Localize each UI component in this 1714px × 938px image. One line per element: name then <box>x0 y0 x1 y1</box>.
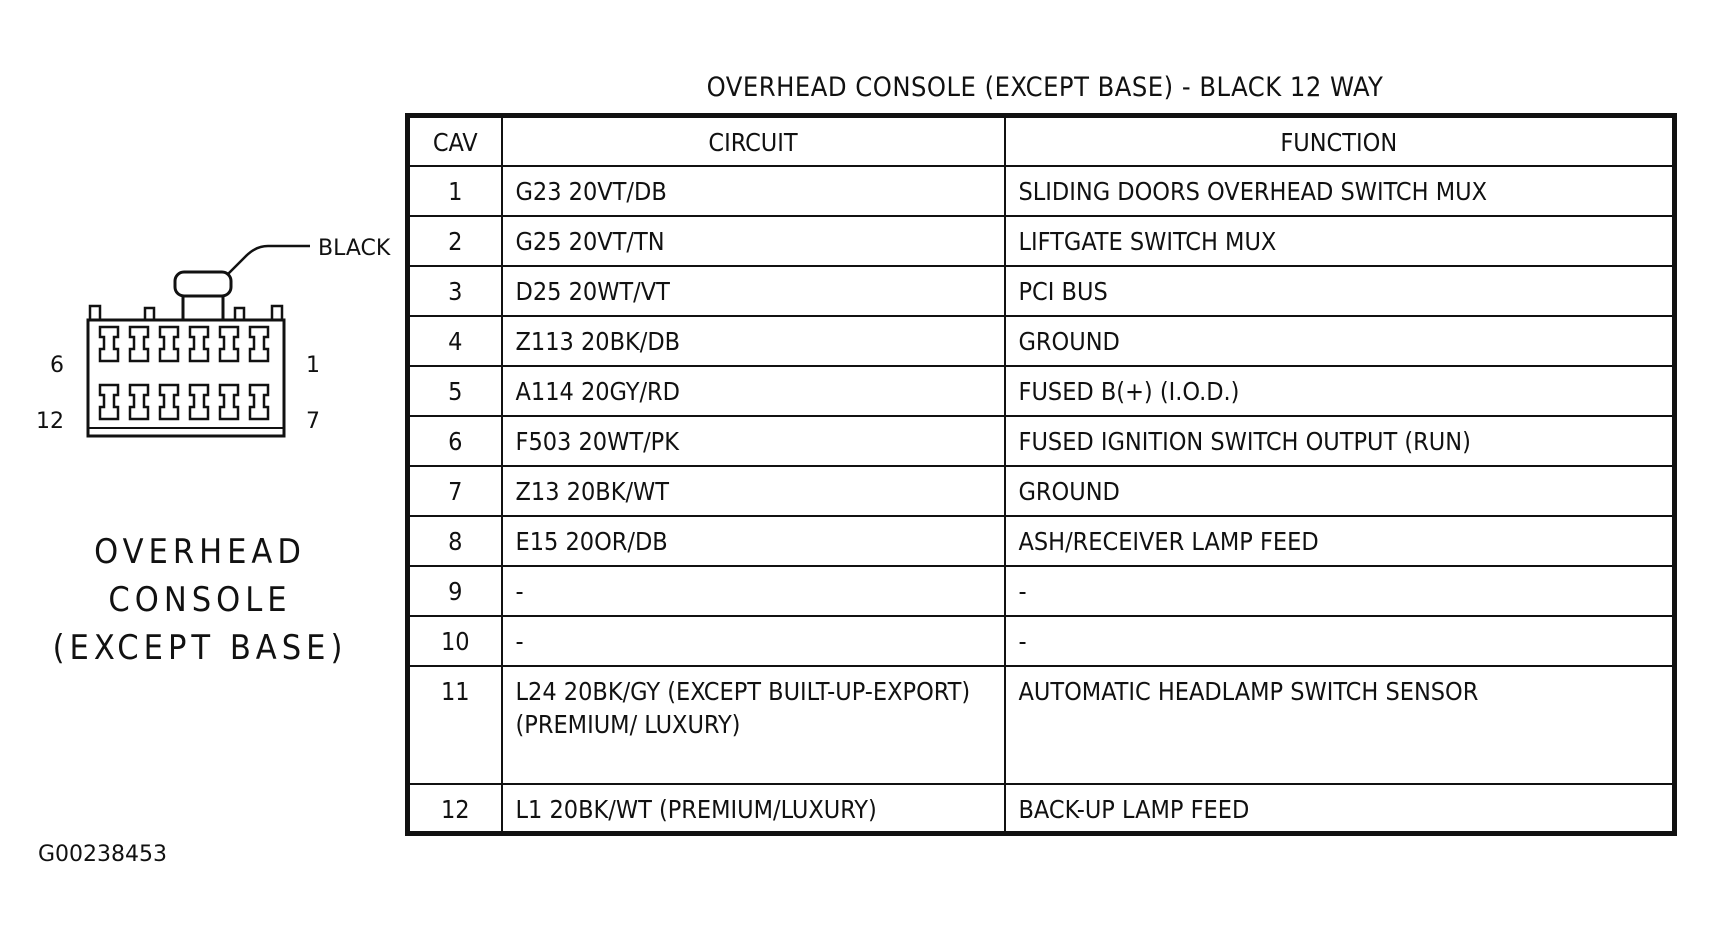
cav-cell: 12 <box>408 784 502 834</box>
circuit-cell: G25 20VT/TN <box>502 216 1005 266</box>
circuit-cell: Z13 20BK/WT <box>502 466 1005 516</box>
connector-drawing <box>30 222 400 512</box>
pin-label-1: 1 <box>306 353 320 378</box>
connector-lock-tab <box>175 272 231 296</box>
function-cell: AUTOMATIC HEADLAMP SWITCH SENSOR <box>1005 666 1675 784</box>
circuit-cell: Z113 20BK/DB <box>502 316 1005 366</box>
circuit-cell: L1 20BK/WT (PREMIUM/LUXURY) <box>502 784 1005 834</box>
caption-line: CONSOLE <box>108 580 292 620</box>
cav-cell: 7 <box>408 466 502 516</box>
function-cell: GROUND <box>1005 466 1675 516</box>
figure-id: G00238453 <box>38 842 168 867</box>
table-row <box>408 466 1675 516</box>
table-row <box>408 666 1675 784</box>
table-row <box>408 366 1675 416</box>
connector-pinout-table <box>405 113 1677 836</box>
function-cell: FUSED B(+) (I.O.D.) <box>1005 366 1675 416</box>
table-row <box>408 316 1675 366</box>
header-circuit: CIRCUIT <box>502 116 1005 166</box>
circuit-cell: E15 20OR/DB <box>502 516 1005 566</box>
function-cell: PCI BUS <box>1005 266 1675 316</box>
table-row <box>408 516 1675 566</box>
function-cell: - <box>1005 566 1675 616</box>
function-cell: LIFTGATE SWITCH MUX <box>1005 216 1675 266</box>
leader-line <box>220 246 310 282</box>
circuit-cell: F503 20WT/PK <box>502 416 1005 466</box>
cav-cell: 2 <box>408 216 502 266</box>
connector-color-label: BLACK <box>318 236 391 261</box>
function-cell: BACK-UP LAMP FEED <box>1005 784 1675 834</box>
connector-side-tabs <box>90 306 282 320</box>
table-row <box>408 416 1675 466</box>
cav-cell: 8 <box>408 516 502 566</box>
header-cav: CAV <box>408 116 502 166</box>
pin-label-6: 6 <box>50 353 64 378</box>
cav-cell: 5 <box>408 366 502 416</box>
cav-cell: 1 <box>408 166 502 216</box>
function-cell: ASH/RECEIVER LAMP FEED <box>1005 516 1675 566</box>
function-cell: SLIDING DOORS OVERHEAD SWITCH MUX <box>1005 166 1675 216</box>
cav-cell: 11 <box>408 666 502 784</box>
table-row <box>408 266 1675 316</box>
function-cell: FUSED IGNITION SWITCH OUTPUT (RUN) <box>1005 416 1675 466</box>
cav-cell: 3 <box>408 266 502 316</box>
caption-line: (EXCEPT BASE) <box>52 628 348 668</box>
table-header-row <box>408 116 1675 166</box>
function-cell: GROUND <box>1005 316 1675 366</box>
caption-line: OVERHEAD <box>94 532 306 572</box>
table-row <box>408 784 1675 834</box>
circuit-cell: D25 20WT/VT <box>502 266 1005 316</box>
connector-caption <box>40 528 360 672</box>
function-cell: - <box>1005 616 1675 666</box>
circuit-cell: - <box>502 616 1005 666</box>
table-row <box>408 166 1675 216</box>
pin-label-7: 7 <box>306 409 320 434</box>
cav-cell: 9 <box>408 566 502 616</box>
circuit-cell: G23 20VT/DB <box>502 166 1005 216</box>
cav-cell: 6 <box>408 416 502 466</box>
cav-cell: 4 <box>408 316 502 366</box>
table-row <box>408 216 1675 266</box>
table-title: OVERHEAD CONSOLE (EXCEPT BASE) - BLACK 12 WAY <box>706 72 1384 103</box>
circuit-cell: A114 20GY/RD <box>502 366 1005 416</box>
table-row <box>408 566 1675 616</box>
pin-label-12: 12 <box>36 409 64 434</box>
header-function: FUNCTION <box>1005 116 1675 166</box>
circuit-cell: L24 20BK/GY (EXCEPT BUILT-UP-EXPORT) (PREMIUM/ LUXURY) <box>502 666 1005 784</box>
lock-tab-stem <box>183 296 223 320</box>
cav-cell: 10 <box>408 616 502 666</box>
table-row <box>408 616 1675 666</box>
circuit-cell: - <box>502 566 1005 616</box>
